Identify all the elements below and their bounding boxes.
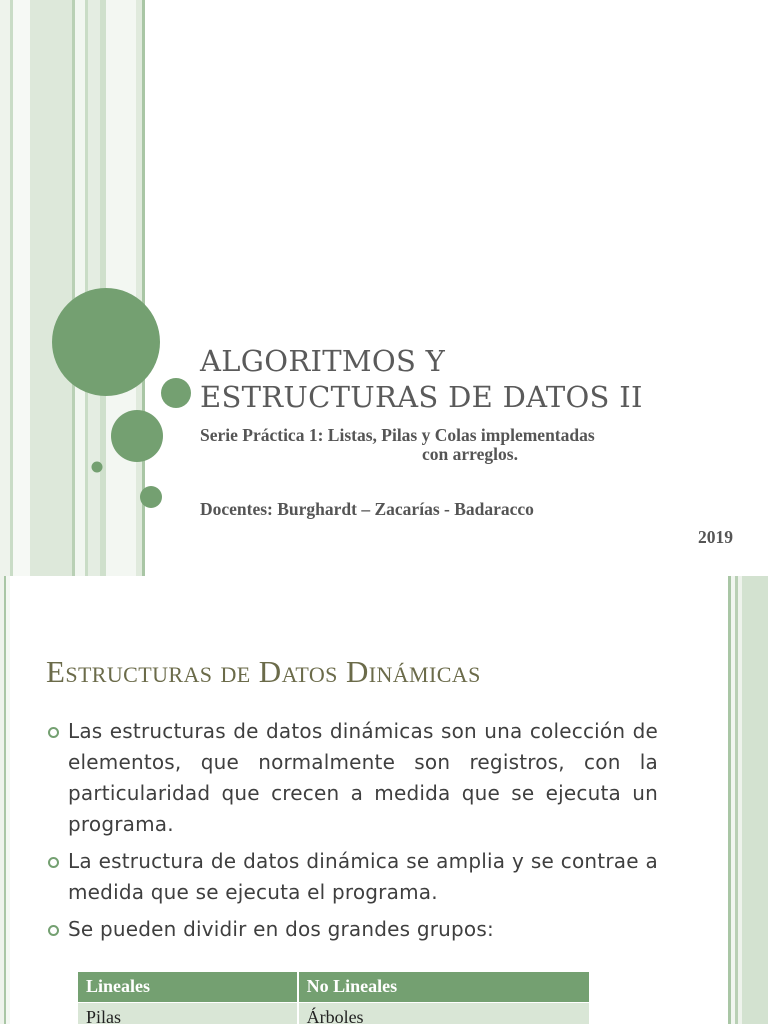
year-text: 2019 <box>698 527 733 547</box>
table-header-row <box>78 972 589 1002</box>
bullet-list <box>46 716 658 951</box>
list-item-text: Se pueden dividir en dos grandes grupos: <box>68 917 494 941</box>
left-border-stripes <box>0 576 10 1024</box>
ring-bullet-icon <box>48 925 59 936</box>
subtitle-line-1: Serie Práctica 1: Listas, Pilas y Colas implementadas <box>200 425 595 445</box>
medium-circle-icon <box>111 410 163 462</box>
subtitle-line-2: con arreglos. <box>422 444 518 464</box>
tiny-circle-icon <box>92 462 103 473</box>
header-no-lineales: No Lineales <box>298 972 589 1002</box>
title-line-2: ESTRUCTURAS DE DATOS II <box>200 380 643 414</box>
decorative-circles <box>0 0 200 576</box>
list-item <box>46 716 658 840</box>
list-item <box>46 914 658 945</box>
title-line-1: ALGORITMOS Y <box>200 344 446 378</box>
slide-title: Estructuras de Datos Dinámicas <box>46 654 481 689</box>
small-circle-icon <box>161 378 191 408</box>
table-cell: Árboles <box>298 1002 589 1024</box>
large-circle-icon <box>52 288 160 396</box>
ring-bullet-icon <box>48 857 59 868</box>
table-row <box>78 1002 589 1024</box>
header-lineales: Lineales <box>78 972 298 1002</box>
list-item-text: Las estructuras de datos dinámicas son una colección de elementos, que normalmente son registros, con la particularidad que crecen a medida que se ejecuta un programa. <box>68 719 658 836</box>
list-item-text: La estructura de datos dinámica se amplia y se contrae a medida que se ejecuta el programa. <box>68 849 658 904</box>
small-circle-icon <box>140 486 162 508</box>
table-cell: Pilas <box>78 1002 298 1024</box>
ring-bullet-icon <box>48 727 59 738</box>
content-slide <box>0 576 768 1024</box>
right-border-stripes <box>728 576 768 1024</box>
structures-table <box>78 972 589 1024</box>
list-item <box>46 846 658 908</box>
docentes-text: Docentes: Burghardt – Zacarías - Badaracco <box>200 499 534 519</box>
presentation-title <box>200 343 740 415</box>
presentation-subtitle <box>200 426 730 464</box>
